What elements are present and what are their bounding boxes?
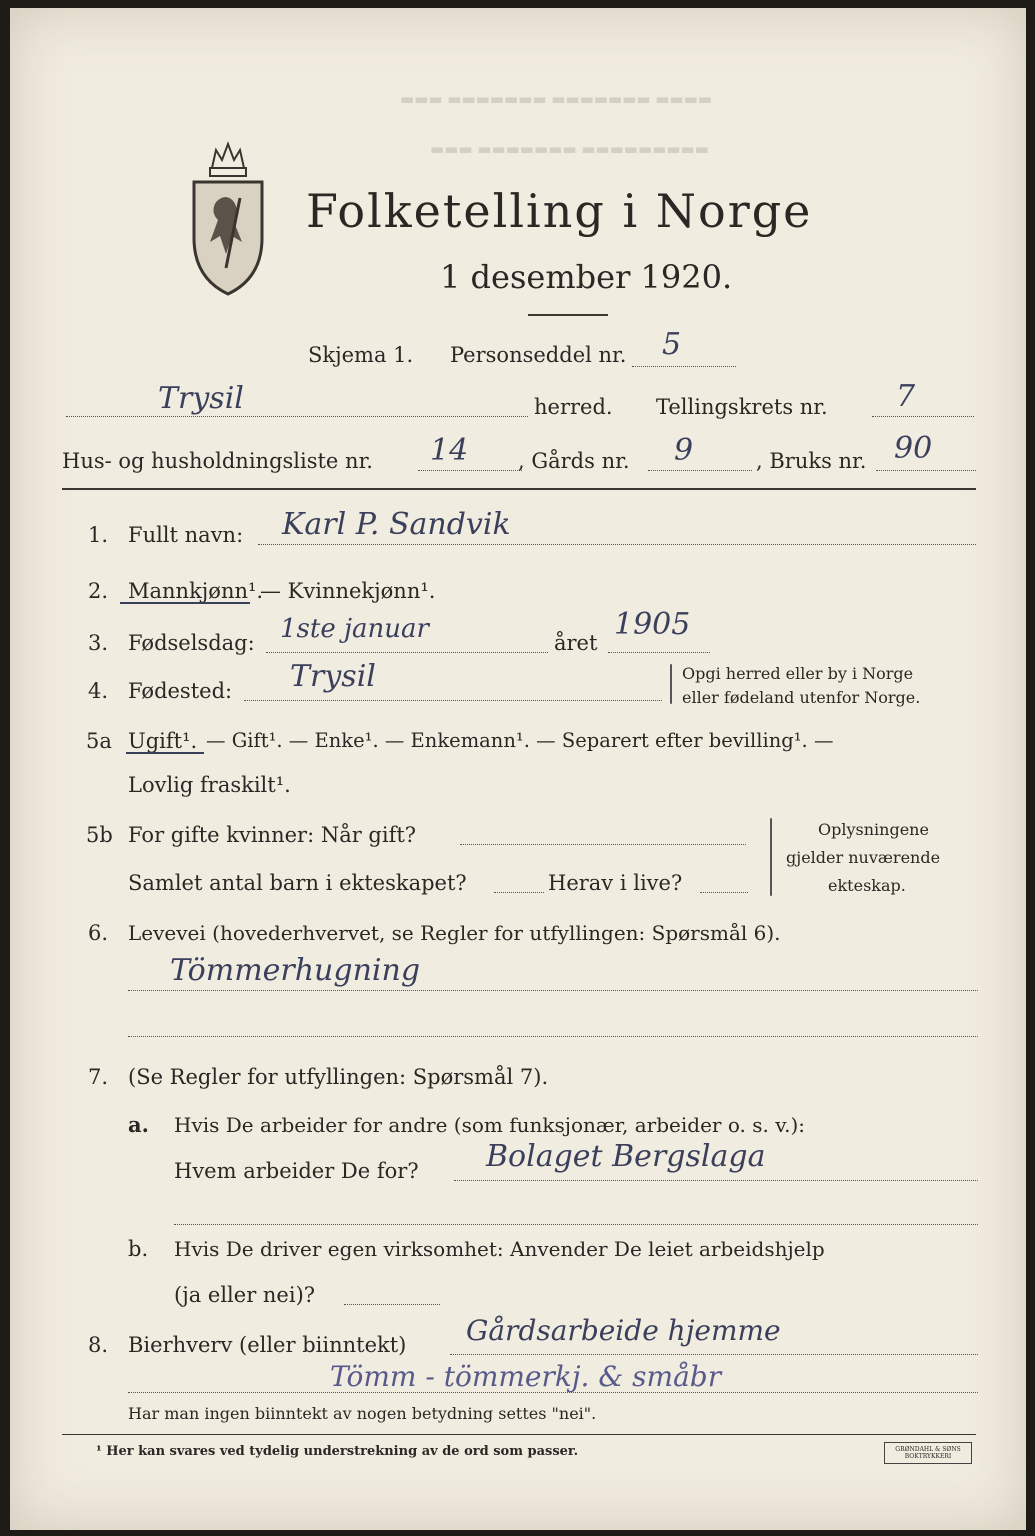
q5a-number: 5a — [86, 729, 112, 753]
male-underline-mark — [120, 602, 250, 604]
gender-male-option: Mannkjønn¹. — [128, 579, 264, 603]
q8-line-1 — [450, 1354, 978, 1355]
census-form — [10, 8, 1026, 1530]
printer-stamp-text: GRØNDAHL & SØNS BOKTRYKKERI — [895, 1446, 961, 1460]
hus-line — [418, 470, 522, 471]
gards-value: 9 — [674, 433, 694, 468]
marital-other-options: — Gift¹. — Enke¹. — Enkemann¹. — Separert efter bevilling¹. — — [206, 729, 834, 752]
form-title: Folketelling i Norge — [306, 184, 813, 238]
q4-note-1: Opgi herred eller by i Norge — [682, 664, 914, 683]
occupation-value: Tömmerhugning — [170, 953, 421, 988]
herred-line — [66, 416, 528, 417]
q5b-number: 5b — [86, 823, 113, 847]
bleed-through-text: ▬▬▬ ▬▬▬▬▬▬▬ ▬▬▬▬▬▬▬ ▬▬▬▬ — [400, 90, 712, 108]
q6-label: Levevei (hovederhvervet, se Regler for utfyllingen: Spørsmål 6). — [128, 921, 781, 945]
printer-stamp — [884, 1442, 972, 1464]
side-income-value-1: Gårdsarbeide hjemme — [466, 1314, 781, 1347]
herred-value: Trysil — [158, 381, 244, 416]
q3-line — [266, 652, 548, 653]
q1-line — [258, 544, 976, 545]
q7a-letter: a. — [128, 1112, 149, 1137]
q8-number: 8. — [88, 1333, 109, 1357]
q1-number: 1. — [88, 523, 109, 547]
q7-label: (Se Regler for utfyllingen: Spørsmål 7). — [128, 1065, 549, 1089]
personseddel-label: Personseddel nr. — [450, 343, 627, 367]
bruks-line — [876, 470, 976, 471]
gards-label: , Gårds nr. — [518, 449, 630, 473]
q7a-employer-label: Hvem arbeider De for? — [174, 1159, 419, 1183]
q7a-line-2 — [174, 1224, 978, 1225]
q7b-label-2: (ja eller nei)? — [174, 1283, 316, 1307]
marital-ugift-option: Ugift¹. — [128, 729, 198, 753]
q5b-brace — [770, 818, 772, 896]
q3-label: Fødselsdag: — [128, 631, 255, 655]
q8-line-2 — [128, 1392, 978, 1393]
q7b-letter: b. — [128, 1237, 149, 1261]
q7b-label: Hvis De driver egen virksomhet: Anvender De leiet arbeidshjelp — [174, 1237, 825, 1261]
q4-number: 4. — [88, 679, 109, 703]
tellingskrets-line — [872, 416, 974, 417]
bleed-through-text: ▬▬▬ ▬▬▬▬▬▬▬ ▬▬▬▬▬▬▬▬▬ — [430, 140, 709, 158]
q6-line-2 — [128, 1036, 978, 1037]
q8-label: Bierhverv (eller biinntekt) — [128, 1333, 407, 1357]
full-name-value: Karl P. Sandvik — [282, 507, 511, 542]
q5b-married-label: For gifte kvinner: Når gift? — [128, 823, 417, 847]
q5b-note-3: ekteskap. — [828, 876, 906, 895]
year-label: året — [554, 631, 598, 655]
title-divider — [528, 314, 608, 316]
bruks-value: 90 — [894, 431, 933, 466]
q7a-label: Hvis De arbeider for andre (som funksjonær, arbeider o. s. v.): — [174, 1113, 806, 1137]
q1-label: Fullt navn: — [128, 523, 244, 547]
coat-of-arms-icon — [186, 138, 270, 298]
q4-label: Fødested: — [128, 679, 233, 703]
hus-value: 14 — [430, 433, 469, 468]
q5b-alive-line — [700, 892, 748, 893]
q8-note: Har man ingen biinntekt av nogen betydning settes "nei". — [128, 1404, 597, 1423]
q6-line-1 — [128, 990, 978, 991]
footer-divider — [62, 1434, 976, 1435]
hus-label: Hus- og husholdningsliste nr. — [62, 449, 373, 473]
q2-number: 2. — [88, 579, 109, 603]
q4-note-2: eller fødeland utenfor Norge. — [682, 688, 921, 707]
ugift-underline-mark — [126, 752, 204, 754]
year-line — [608, 652, 710, 653]
q7a-employer-line — [454, 1180, 978, 1181]
q5b-alive-label: Herav i live? — [548, 871, 683, 895]
gards-line — [648, 470, 752, 471]
q5b-married-line — [460, 844, 746, 845]
bruks-label: , Bruks nr. — [756, 449, 867, 473]
birthday-value: 1ste januar — [280, 614, 429, 644]
q5b-note-1: Oplysningene — [818, 820, 929, 839]
q5b-note-2: gjelder nuværende — [786, 848, 941, 867]
q7-number: 7. — [88, 1065, 109, 1089]
q4-line — [244, 700, 662, 701]
schema-label: Skjema 1. — [308, 343, 414, 367]
footnote: ¹ Her kan svares ved tydelig understrekning av de ord som passer. — [96, 1444, 579, 1459]
birth-year-value: 1905 — [614, 607, 691, 642]
gender-female-option: — Kvinnekjønn¹. — [260, 579, 436, 603]
q6-number: 6. — [88, 921, 109, 945]
employer-value: Bolaget Bergslaga — [486, 1139, 766, 1174]
tellingskrets-value: 7 — [896, 379, 916, 414]
header-divider — [62, 488, 976, 490]
q3-number: 3. — [88, 631, 109, 655]
marital-fraskilt-option: Lovlig fraskilt¹. — [128, 773, 291, 797]
tellingskrets-label: Tellingskrets nr. — [656, 395, 828, 419]
birthplace-value: Trysil — [290, 659, 376, 694]
herred-label: herred. — [534, 395, 613, 419]
personseddel-value: 5 — [662, 327, 682, 362]
q5b-children-line — [494, 892, 544, 893]
q4-brace — [670, 664, 672, 704]
q7b-line — [344, 1304, 440, 1305]
side-income-value-2: Tömm - tömmerkj. & småbr — [330, 1360, 722, 1393]
personseddel-line — [632, 366, 736, 367]
q5b-children-label: Samlet antal barn i ekteskapet? — [128, 871, 467, 895]
form-date: 1 desember 1920. — [440, 258, 733, 296]
